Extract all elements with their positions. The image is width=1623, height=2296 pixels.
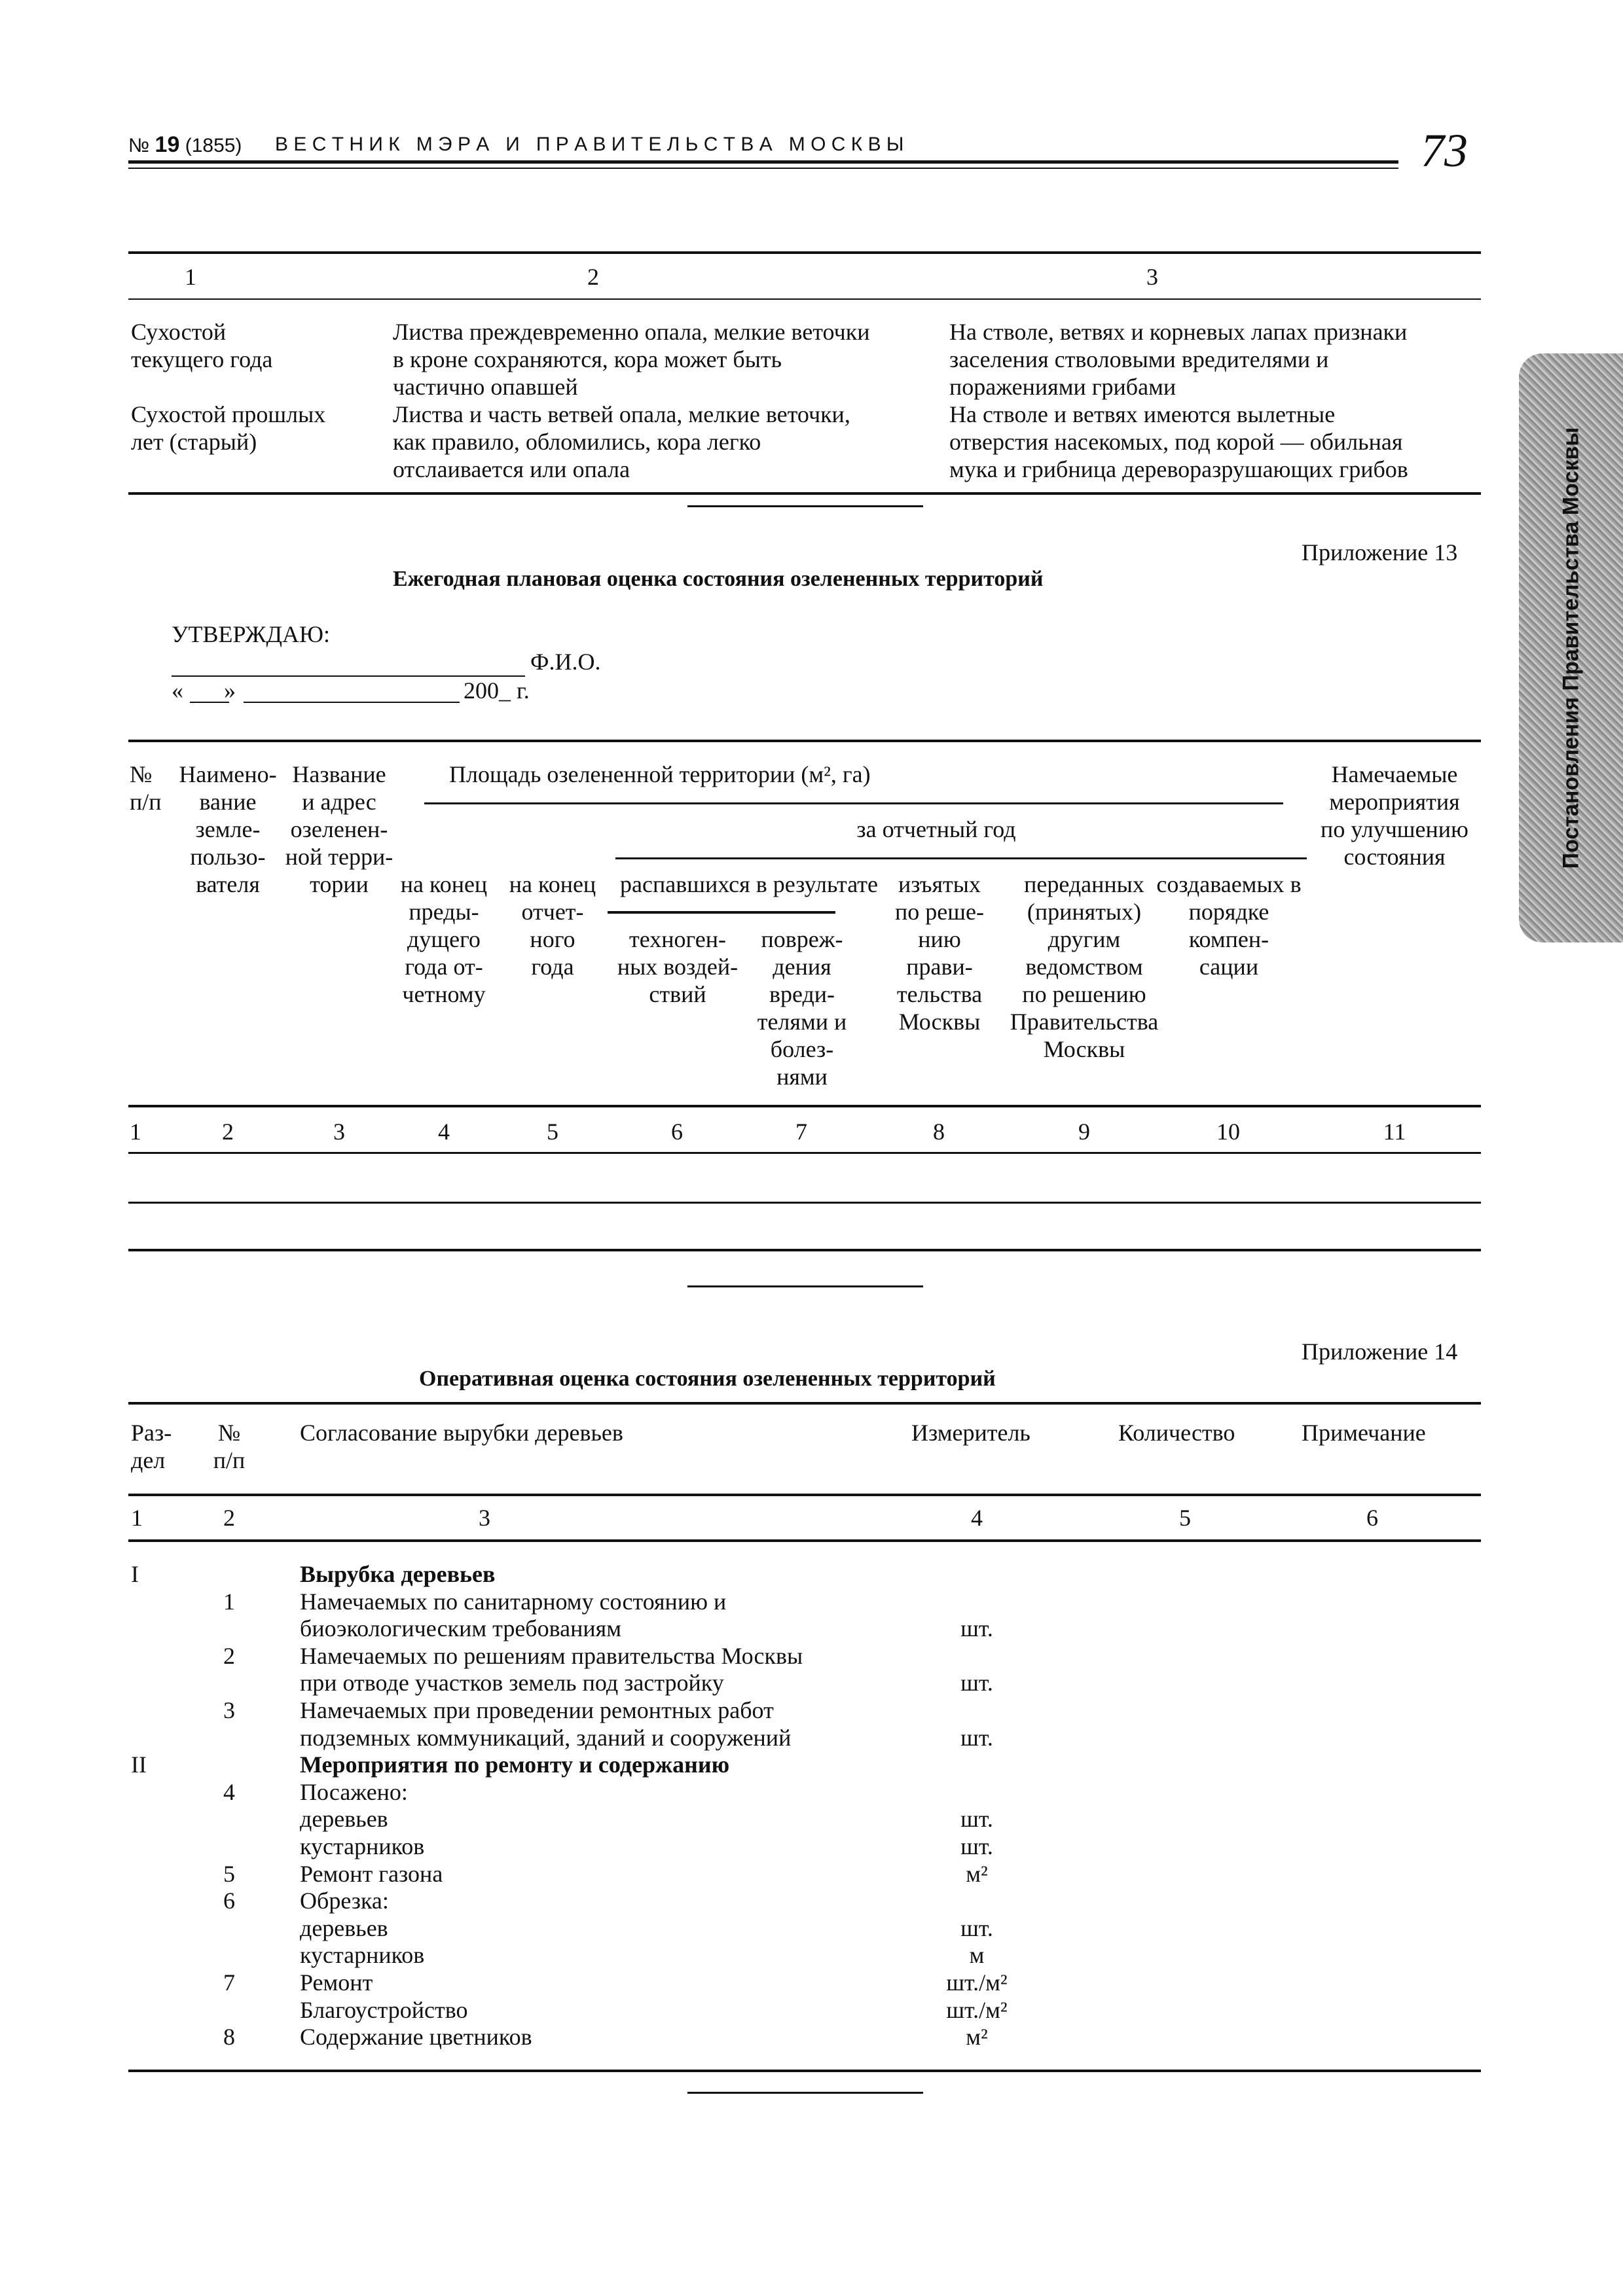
year-label: 200_ г.: [464, 677, 530, 704]
app13-table-top-rule: [128, 740, 1481, 742]
app14-unit-cell: шт.: [960, 1725, 993, 1751]
app14-text-cell: деревьев: [300, 1806, 388, 1832]
appendix13-title: Ежегодная плановая оценка состояния озелененных территорий: [393, 567, 1044, 591]
app14-header-num: № п/п: [213, 1420, 246, 1473]
app14-text-cell: Ремонт газона: [300, 1861, 443, 1887]
app14-unit-cell: шт.: [960, 1915, 993, 1941]
app13-header-col8: изъятых по реше- нию прави- тельства Москвы: [895, 871, 984, 1035]
app14-numbers-rule: [128, 1539, 1481, 1542]
issue-total: (1855): [185, 135, 242, 156]
app14-text-cell: Намечаемых по санитарному состоянию и: [300, 1588, 727, 1615]
side-tab: [1519, 353, 1623, 942]
app14-text-cell: биоэкологическим требованиям: [300, 1615, 621, 1641]
app14-col-number: 2: [223, 1505, 235, 1531]
app13-header-bottom-rule: [128, 1105, 1481, 1107]
app14-header-note: Примечание: [1302, 1420, 1426, 1446]
app14-text-cell: Обрезка:: [300, 1888, 389, 1914]
section-divider: [687, 2092, 923, 2094]
header-rule-thin: [128, 168, 1398, 169]
app13-col-number: 8: [933, 1119, 945, 1145]
app14-text-cell: Вырубка деревьев: [300, 1561, 496, 1587]
side-tab-label: Постановления Правительства Москвы: [1558, 427, 1584, 869]
app14-text-cell: Намечаемых при проведении ремонтных работ: [300, 1697, 774, 1723]
app14-num-cell: 3: [223, 1697, 235, 1723]
app14-header-description: Согласование вырубки деревьев: [300, 1420, 623, 1446]
app14-text-cell: Содержание цветников: [300, 2024, 532, 2050]
app13-header-col10: создаваемых в порядке компен- сации: [1156, 871, 1302, 980]
app13-col-number: 11: [1383, 1119, 1406, 1145]
app14-text-cell: Мероприятия по ремонту и содержанию: [300, 1751, 730, 1778]
app14-col-number: 1: [131, 1505, 143, 1531]
app14-num-cell: 4: [223, 1779, 235, 1805]
table-top-rule: [128, 251, 1481, 254]
app14-text-cell: при отводе участков земель под застройку: [300, 1670, 724, 1696]
app13-decayed-rule: [608, 911, 835, 914]
app13-row-rule: [128, 1202, 1481, 1204]
app13-header-user: Наимено- вание земле- пользо- вателя: [179, 761, 277, 897]
table-top-cell: Сухостой текущего года: [131, 319, 273, 372]
appendix13-label: Приложение 13: [1302, 539, 1458, 565]
app14-num-cell: 1: [223, 1588, 235, 1615]
app13-col-number: 1: [130, 1119, 141, 1145]
app13-header-col6: техноген- ных воздей- ствий: [617, 926, 739, 1007]
app14-col-number: 4: [971, 1505, 983, 1531]
app14-header-section: Раз- дел: [131, 1420, 172, 1473]
app14-unit-cell: шт.: [960, 1670, 993, 1696]
app14-text-cell: кустарников: [300, 1833, 425, 1859]
app14-text-cell: Ремонт: [300, 1969, 373, 1996]
header-rule-thick: [128, 160, 1398, 164]
app13-header-measures: Намечаемые мероприятия по улучшению состояния: [1321, 761, 1468, 870]
appendix14-title: Оперативная оценка состояния озелененных территорий: [419, 1367, 996, 1391]
app14-text-cell: кустарников: [300, 1942, 425, 1968]
app14-header-quantity: Количество: [1118, 1420, 1235, 1446]
issue-number: 19: [155, 132, 180, 157]
app13-col-number: 6: [671, 1119, 683, 1145]
table-top-header-1: 1: [185, 264, 196, 290]
app14-unit-cell: м²: [966, 1861, 988, 1887]
app13-col-number: 2: [222, 1119, 234, 1145]
app13-header-decayed: распавшихся в результате: [620, 871, 878, 897]
app13-header-col5: на конец отчет- ного года: [509, 871, 596, 980]
app14-unit-cell: шт./м²: [946, 1997, 1008, 2023]
table-top-cell: Сухостой прошлых лет (старый): [131, 401, 326, 455]
app14-col-number: 6: [1366, 1505, 1378, 1531]
app14-section-cell: II: [131, 1751, 147, 1778]
app13-header-num: № п/п: [130, 761, 162, 815]
table-top-bottom-rule: [128, 492, 1481, 495]
app13-header-col4: на конец преды- дущего года от- четному: [400, 871, 488, 1007]
app13-header-col7: повреж- дения вреди- телями и болез- нями: [757, 926, 847, 1090]
app13-col-number: 3: [333, 1119, 345, 1145]
table-top-header-3: 3: [1146, 264, 1158, 290]
app13-table-bottom-rule: [128, 1249, 1481, 1251]
app14-header-unit: Измеритель: [911, 1420, 1030, 1446]
journal-title: В Е С Т Н И К М Э Р А И П Р А В И Т Е Л Ь С Т В А М О С К В Ы: [275, 134, 904, 155]
app14-unit-cell: шт.: [960, 1833, 993, 1859]
date-open-quote: «: [172, 677, 183, 704]
issue-label: [128, 131, 242, 160]
app14-num-cell: 6: [223, 1888, 235, 1914]
app14-unit-cell: шт.: [960, 1615, 993, 1641]
app14-unit-cell: шт./м²: [946, 1969, 1008, 1996]
app13-area-rule: [424, 802, 1283, 804]
table-top-cell: Листва преждевременно опала, мелкие веточки в кроне сохраняются, кора может быть частично опавшей: [393, 319, 870, 400]
table-top-cell: На стволе, ветвях и корневых лапах признаки заселения стволовыми вредителями и поражениями грибами: [949, 319, 1408, 400]
app14-num-cell: 7: [223, 1969, 235, 1996]
app13-col-number: 9: [1078, 1119, 1090, 1145]
app14-section-cell: I: [131, 1561, 139, 1587]
page-number: 73: [1421, 124, 1468, 177]
app14-unit-cell: м²: [966, 2024, 988, 2050]
app14-col-number: 3: [479, 1505, 490, 1531]
app14-text-cell: Благоустройство: [300, 1997, 468, 2023]
app14-text-cell: деревьев: [300, 1915, 388, 1941]
app13-year-rule: [615, 857, 1307, 859]
app14-text-cell: подземных коммуникаций, зданий и сооружений: [300, 1725, 792, 1751]
app13-header-territory: Название и адрес озеленен- ной терри- тории: [285, 761, 393, 897]
table-top-header-rule: [128, 298, 1481, 300]
app14-num-cell: 5: [223, 1861, 235, 1887]
fio-label: Ф.И.О.: [530, 649, 601, 675]
section-divider: [687, 505, 923, 507]
section-divider: [687, 1285, 923, 1287]
appendix14-label: Приложение 14: [1302, 1338, 1458, 1365]
issue-prefix: №: [128, 135, 150, 156]
app13-col-number: 7: [795, 1119, 807, 1145]
app13-col-number: 5: [547, 1119, 558, 1145]
app13-row-rule: [128, 1152, 1481, 1154]
app14-num-cell: 8: [223, 2024, 235, 2050]
app14-unit-cell: м: [969, 1942, 985, 1968]
app14-num-cell: 2: [223, 1643, 235, 1669]
app14-table-bottom-rule: [128, 2070, 1481, 2072]
app14-text-cell: Намечаемых по решениям правительства Москвы: [300, 1643, 803, 1669]
month-line: [244, 702, 460, 703]
date-close-quote: »: [224, 677, 236, 704]
app13-header-area: Площадь озелененной территории (м², га): [449, 761, 871, 787]
approve-label: УТВЕРЖДАЮ:: [172, 621, 331, 647]
app14-unit-cell: шт.: [960, 1806, 993, 1832]
table-top-header-2: 2: [587, 264, 599, 290]
app14-header-bottom-rule: [128, 1494, 1481, 1496]
app13-header-col9: переданных (принятых) другим ведомством по решению Правительства Москвы: [1010, 871, 1159, 1062]
app14-col-number: 5: [1179, 1505, 1191, 1531]
table-top-cell: На стволе и ветвях имеются вылетные отверстия насекомых, под корой — обильная мука и грибница дереворазрушающих грибов: [949, 401, 1408, 482]
app14-text-cell: Посажено:: [300, 1779, 408, 1805]
app14-table-top-rule: [128, 1402, 1481, 1405]
app13-header-year: за отчетный год: [856, 816, 1016, 842]
day-line: [190, 702, 229, 703]
app13-col-number: 4: [438, 1119, 450, 1145]
table-top-cell: Листва и часть ветвей опала, мелкие веточки, как правило, обломились, кора легко отслаивается или опала: [393, 401, 850, 482]
app13-col-number: 10: [1216, 1119, 1240, 1145]
